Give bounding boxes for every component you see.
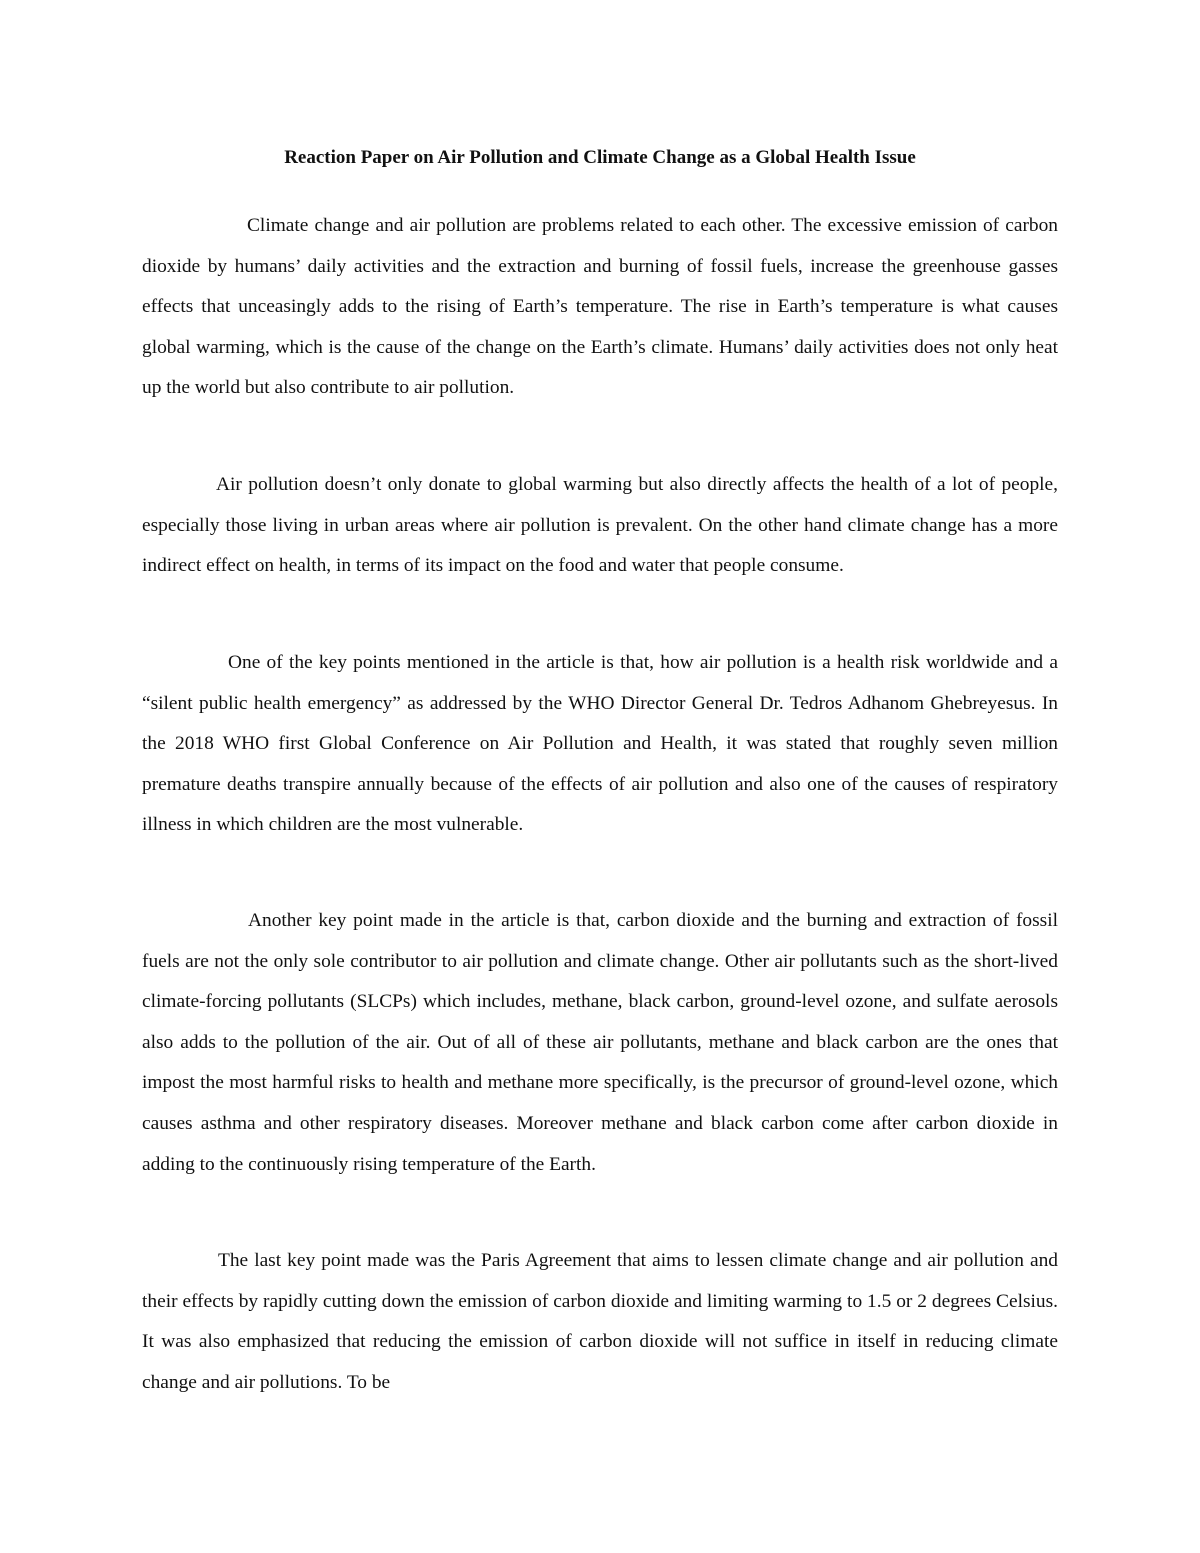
paragraph-2: Air pollution doesn’t only donate to global warming but also directly affects the health of a lot of people, especially those living in urban areas where air pollution is prevalent. On the other hand climate change has a more indirect effect on health, in terms of its impact on the food and water that people consume. bbox=[142, 474, 1058, 577]
paragraph-4: Another key point made in the article is that, carbon dioxide and the burning and extraction of fossil fuels are not the only sole contributor to air pollution and climate change. Other air pollutants such as the short-lived climate-forcing pollutants (SLCPs) which includes, methane, black carbon, ground-level ozone, and sulfate aerosols also adds to the pollution of the air. Out of all of these air pollutants, methane and black carbon are the ones that impost the most harmful risks to health and methane more specifically, is the precursor of ground-level ozone, which causes asthma and other respiratory diseases. Moreover methane and black carbon come after carbon dioxide in adding to the continuously rising temperature of the Earth. bbox=[142, 910, 1058, 1175]
paragraph-5: The last key point made was the Paris Agreement that aims to lessen climate change and air pollution and their effects by rapidly cutting down the emission of carbon dioxide and limiting warming to 1.5 or 2 degrees Celsius. It was also emphasized that reducing the emission of carbon dioxide will not suffice in itself in reducing climate change and air pollutions. To be bbox=[142, 1250, 1058, 1393]
paragraph-3: One of the key points mentioned in the article is that, how air pollution is a health risk worldwide and a “silent public health emergency” as addressed by the WHO Director General Dr. Tedros Adhanom Ghebreyesus. In the 2018 WHO first Global Conference on Air Pollution and Health, it was stated that roughly seven million premature deaths transpire annually because of the effects of air pollution and also one of the causes of respiratory illness in which children are the most vulnerable. bbox=[142, 652, 1058, 836]
paragraph-1: Climate change and air pollution are problems related to each other. The excessive emission of carbon dioxide by humans’ daily activities and the extraction and burning of fossil fuels, increase the greenhouse gasses effects that unceasingly adds to the rising of Earth’s temperature. The rise in Earth’s temperature is what causes global warming, which is the cause of the change on the Earth’s climate. Humans’ daily activities does not only heat up the world but also contribute to air pollution. bbox=[142, 215, 1058, 399]
document-title: Reaction Paper on Air Pollution and Climate Change as a Global Health Issue bbox=[284, 147, 916, 168]
